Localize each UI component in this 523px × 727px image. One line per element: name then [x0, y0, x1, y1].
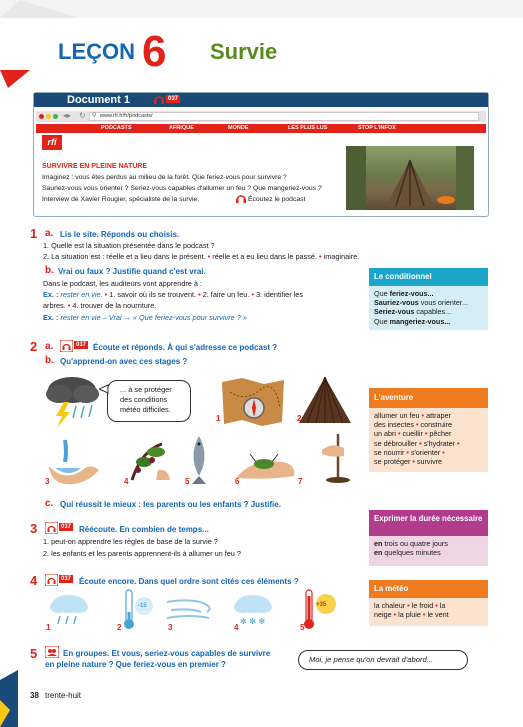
water-hands-image — [45, 438, 105, 488]
campfire-photo — [346, 146, 474, 210]
insect-hand-image — [232, 448, 298, 482]
exercise-1b-items-cont — [43, 301, 156, 310]
lesson-header — [58, 27, 488, 76]
meteo-item: le froid — [411, 601, 434, 610]
lesson-title: Survie — [210, 39, 278, 64]
storm-cloud-image — [42, 372, 102, 430]
document-panel — [33, 92, 489, 217]
article-line-1: Imaginez : vous êtes perdus au milieu de la forêt. Que feriez-vous pour survivre ? — [42, 174, 287, 181]
exercise-3-q1: 1. peut-on apprendre les règles de base de la survie ? — [43, 537, 218, 546]
exercise-3-audio-icon[interactable] — [45, 522, 58, 536]
aventure-item: se débrouiller — [374, 438, 418, 448]
hot-thermometer-icon — [300, 588, 340, 630]
meteo-item: la — [439, 601, 446, 610]
nav-stop-infox[interactable]: STOP L'INFOX — [358, 125, 396, 131]
fire-stick-image — [318, 430, 358, 484]
picking-berries-image — [122, 440, 172, 484]
exercise-5-speech-text: Moi, je pense qu'on devrait d'abord... — [309, 655, 434, 664]
exercise-1b-letter: b. — [45, 265, 54, 276]
article-heading: SURVIVRE EN PLEINE NATURE — [42, 163, 148, 170]
article-line-3: Interview de Xavier Rougier, spécialiste de la survie. — [42, 196, 200, 203]
cond-line-4-pre: Que — [374, 316, 390, 326]
exercise-1b-intro: Dans le podcast, les auditeurs vont apprendre à : — [43, 279, 203, 288]
group-discussion-icon — [45, 646, 59, 658]
shelter-image — [295, 375, 355, 427]
headphones-icon[interactable] — [236, 194, 246, 205]
exercise-2b-letter: b. — [45, 355, 54, 366]
exercise-1-number: 1 — [30, 226, 38, 241]
aventure-item: attraper — [426, 411, 451, 420]
url-text: www.rfi.fr/fr/podcasts/ — [100, 113, 153, 119]
duree-line-1-bold: en — [374, 539, 383, 548]
exercise-2c-letter: c. — [45, 498, 54, 509]
aventure-item: se nourrir — [374, 447, 405, 457]
meteo-item: neige — [374, 610, 392, 620]
image-number-2: 2 — [297, 414, 302, 423]
example-value-2: rester en vie – Vrai → « Que feriez-vous pour survivre ? » — [60, 313, 247, 322]
cond-line-3-rest: capables... — [414, 307, 452, 317]
speech-line-1: ... à se protéger — [120, 385, 172, 394]
sidebar-meteo-body: la chaleur • le froid • la neige • la pluie • le vent — [369, 598, 488, 626]
exercise-2c-title: Qui réussit le mieux : les parents ou les enfants ? Justifie. — [60, 500, 281, 509]
browser-toolbar — [36, 111, 486, 122]
sidebar-duree-title: Exprimer la durée nécessaire — [369, 510, 488, 536]
exercise-4-number: 4 — [30, 573, 38, 588]
site-nav — [36, 124, 486, 133]
aventure-item: construire — [420, 420, 453, 430]
exercise-3-q2: 2. les enfants et les parents apprennent-ils à allumer un feu ? — [43, 549, 241, 558]
page-number-words: trente-huit — [45, 691, 82, 700]
sidebar-aventure-title: L'aventure — [369, 388, 488, 408]
cond-line-1-bold: feriez-vous... — [389, 289, 434, 298]
svg-text:✻ ✻ ✻: ✻ ✻ ✻ — [240, 617, 266, 626]
exercise-4-audio-icon[interactable] — [45, 574, 58, 588]
item-1: 1. savoir où ils se trouvent. — [109, 290, 197, 299]
exercise-1a-q2-start: 2. La situation est : réelle et a lieu dans le présent. — [43, 252, 206, 261]
rain-cloud-icon — [48, 592, 90, 628]
sidebar-aventure-body: allumer un feu • attraper des insectes • construire un abri • cueillir • pêcher se débrouiller • s'hydrater • se nourrir • s'orienter • se protéger • survivre — [369, 408, 488, 472]
aventure-item: survivre — [416, 457, 443, 467]
sidebar-conditionnel — [369, 268, 488, 330]
exercise-1b-items — [43, 290, 303, 299]
image-number-6: 6 — [235, 477, 240, 486]
weather-number-1: 1 — [46, 623, 51, 632]
sidebar-conditionnel-title: Le conditionnel — [369, 268, 488, 286]
exercise-5-number: 5 — [30, 646, 38, 661]
exercise-1a-title: Lis le site. Réponds ou choisis. — [60, 230, 180, 239]
nav-afrique[interactable]: AFRIQUE — [169, 125, 194, 131]
bullet: • — [104, 290, 108, 299]
article-line-2: Sauriez-vous vous orienter ? Seriez-vous capables d'allumer un feu ? Que mangeriez-vous ? — [42, 185, 322, 192]
wind-icon — [165, 596, 215, 622]
document-audio-icon[interactable] — [153, 94, 165, 107]
window-zoom-dot[interactable] — [53, 114, 58, 119]
cond-line-1-pre: Que — [374, 289, 390, 298]
listen-podcast-link[interactable]: Écoutez le podcast — [248, 196, 306, 203]
aventure-item: s'orienter — [410, 447, 441, 457]
aventure-item: cueillir — [402, 429, 423, 439]
exercise-1a-q1: 1. Quelle est la situation présentée dans le podcast ? — [43, 241, 215, 250]
exercise-5-title-1: En groupes. Et vous, seriez-vous capables de survivre — [63, 649, 271, 658]
image-number-1: 1 — [216, 414, 221, 423]
exercise-2a-letter: a. — [45, 341, 54, 352]
sidebar-duree-body — [369, 536, 488, 566]
duree-line-2-rest: quelques minutes — [382, 548, 441, 558]
aventure-item: pêcher — [429, 429, 452, 439]
address-bar[interactable] — [89, 112, 479, 121]
page-number: 38 — [30, 691, 39, 700]
weather-number-2: 2 — [117, 623, 122, 632]
image-number-4: 4 — [124, 477, 129, 486]
cond-line-3-bold: Seriez-vous — [374, 307, 415, 317]
duree-line-2-bold: en — [374, 548, 383, 558]
back-arrow-icon[interactable]: ◂▸ — [63, 111, 72, 120]
speech-line-3: météo difficiles. — [120, 405, 171, 414]
search-icon: ⚲ — [92, 113, 97, 119]
exercise-1a-q2-end: imaginaire. — [323, 252, 360, 261]
meteo-item: le vent — [427, 610, 449, 620]
rfi-logo-text: rfi — [47, 137, 57, 147]
item-3-cont: arbres. — [43, 301, 66, 310]
exercise-2a-title: Écoute et réponds. À qui s'adresse ce podcast ? — [93, 343, 278, 352]
speech-bubble-tail — [99, 384, 109, 394]
lesson-number: 6 — [142, 27, 167, 76]
weather-number-4: 4 — [234, 623, 239, 632]
example-label-2: Ex. : — [43, 313, 59, 322]
example-label: Ex. : — [43, 290, 59, 299]
cold-thermometer-label: -15 — [138, 603, 147, 609]
sidebar-aventure — [369, 388, 488, 472]
item-3: 3. identifier les — [255, 290, 304, 299]
nav-plus-lus[interactable]: LES PLUS LUS — [288, 125, 328, 131]
exercise-4-audio-track: 037 — [61, 576, 72, 582]
exercise-1b-title: Vrai ou faux ? Justifie quand c'est vrai. — [58, 267, 206, 276]
nav-podcasts[interactable]: PODCASTS — [101, 125, 132, 131]
exercise-2a-audio-track: 037 — [76, 342, 87, 348]
exercise-3-number: 3 — [30, 521, 38, 536]
exercise-3-audio-track: 037 — [61, 524, 72, 530]
map-compass-image — [220, 378, 286, 426]
duree-line-1-rest: trois ou quatre jours — [382, 539, 448, 548]
exercise-5-title-2: en pleine nature ? Que feriez-vous en premier ? — [45, 660, 226, 669]
cold-thermometer-icon — [120, 588, 156, 630]
aventure-item: s'hydrater — [423, 438, 456, 448]
sidebar-conditionnel-body — [369, 286, 488, 330]
bullet: • — [207, 252, 211, 261]
bullet: • — [67, 301, 71, 310]
sidebar-duree — [369, 510, 488, 566]
exercise-1b-example-2 — [43, 313, 247, 322]
window-minimize-dot[interactable] — [46, 114, 51, 119]
exercise-4-title: Écoute encore. Dans quel ordre sont cités ces éléments ? — [79, 577, 299, 586]
exercise-3-title: Réécoute. En combien de temps... — [79, 525, 209, 534]
exercise-1a-q2 — [43, 252, 359, 261]
aventure-item: allumer un feu — [374, 411, 420, 420]
weather-number-3: 3 — [168, 623, 173, 632]
lesson-label: LEÇON — [58, 39, 135, 64]
aventure-item: se protéger — [374, 457, 411, 467]
sidebar-meteo — [369, 580, 488, 626]
bullet: • — [319, 252, 322, 261]
aventure-item: un abri — [374, 429, 396, 439]
rfi-logo — [42, 135, 62, 150]
exercise-2a-audio-icon[interactable] — [60, 340, 73, 354]
exercise-2b-title: Qu'apprend-on avec ces stages ? — [60, 357, 188, 366]
weather-number-5: 5 — [300, 623, 305, 632]
hot-thermometer-label: +35 — [316, 602, 327, 608]
reload-icon[interactable]: ↻ — [79, 111, 86, 120]
item-4: 4. trouver de la nourriture. — [72, 301, 157, 310]
exercise-1a-q2-mid: réelle et a eu lieu dans le passé. — [212, 252, 317, 261]
bullet: • — [251, 290, 254, 299]
meteo-item: la chaleur — [374, 601, 406, 610]
image-number-3: 3 — [45, 477, 50, 486]
exercise-5-speech-bubble — [298, 650, 468, 670]
example-value: rester en vie. — [60, 290, 103, 299]
image-number-5: 5 — [185, 477, 190, 486]
aventure-item: des insectes — [374, 420, 414, 430]
bullet: • — [198, 290, 201, 299]
item-2: 2. faire un feu. — [202, 290, 250, 299]
document-audio-track: 037 — [168, 96, 179, 102]
meteo-item: la pluie — [398, 610, 421, 620]
cond-line-4-bold: mangeriez-vous... — [389, 316, 451, 326]
sidebar-meteo-title: La météo — [369, 580, 488, 598]
document-title: Document 1 — [67, 94, 130, 106]
window-close-dot[interactable] — [39, 114, 44, 119]
speech-line-2: des conditions — [120, 395, 168, 404]
cond-line-2-rest: vous orienter... — [418, 298, 468, 308]
speech-bubble — [107, 380, 191, 422]
image-number-7: 7 — [298, 477, 303, 486]
exercise-1a-letter: a. — [45, 228, 54, 239]
nav-monde[interactable]: MONDE — [228, 125, 249, 131]
exercise-2-number: 2 — [30, 339, 38, 354]
cond-line-2-bold: Sauriez-vous — [374, 298, 419, 308]
